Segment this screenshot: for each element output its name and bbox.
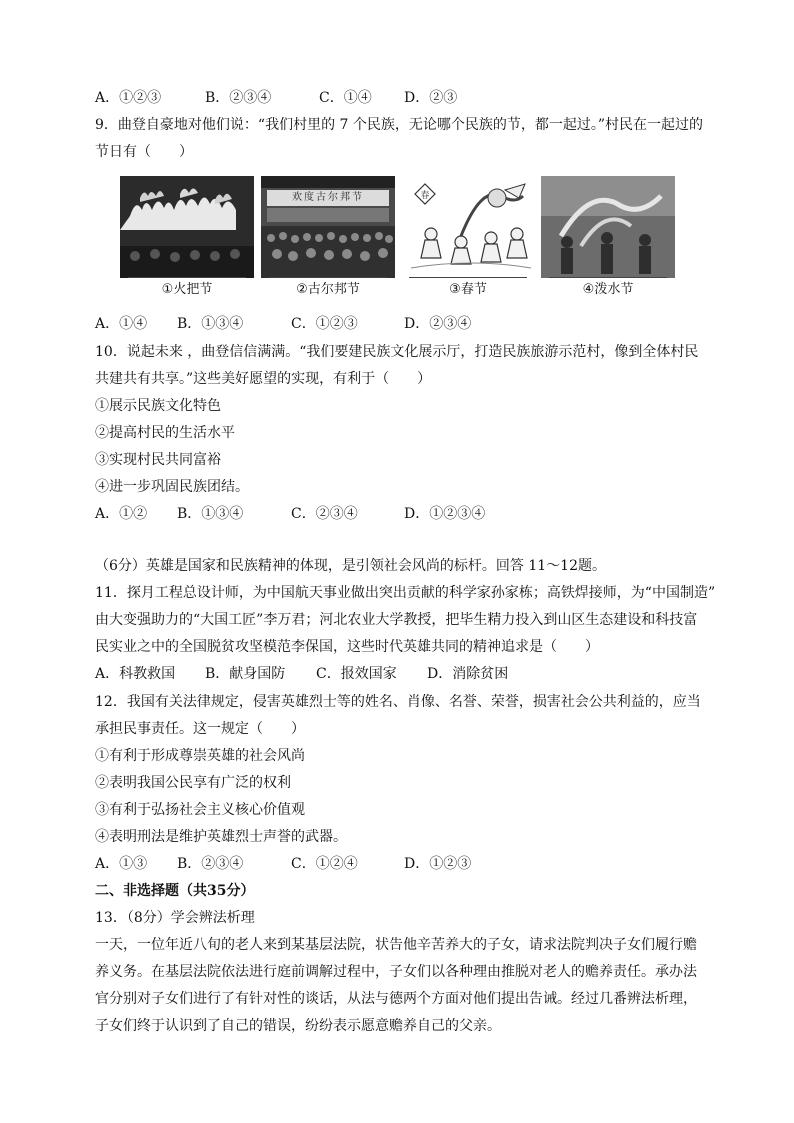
q9-stem-line1: 9．曲登自豪地对他们说：“我们村里的 7 个民族，无论哪个民族的节，都一起过。”村民在一起过的 (95, 117, 704, 133)
q8-option-b: B．②③④ (205, 90, 272, 106)
q9-option-d: D．②③④ (404, 316, 472, 332)
q9-option-a: A．①④ (95, 316, 148, 332)
q9-figures (120, 176, 675, 302)
q9-stem-line2: 节日有（ ） (95, 144, 193, 160)
q9-figure-3 (401, 176, 535, 302)
q12-option-b: B．②③④ (177, 856, 244, 872)
q11-stem-line3: 民实业之中的全国脱贫攻坚模范李保国，这些时代英雄共同的精神追求是（ ） (95, 639, 599, 655)
q11-stem-line1: 11．探月工程总设计师，为中国航天事业做出突出贡献的科学家孙家栋；高铁焊接师，为“中国制造” (95, 585, 716, 601)
q12-option-c: C．①②④ (291, 856, 358, 872)
q13-paragraph-line3: 官分别对子女们进行了有针对性的谈话，从法与德两个方面对他们提出告诫。经过几番辨法析理， (95, 991, 697, 1007)
q12-item-1: ①有利于形成尊崇英雄的社会风尚 (95, 748, 305, 764)
q11-option-c: C．报效国家 (316, 666, 397, 682)
q10-stem-line1: 10．说起未来 ，曲登信信满满。“我们要建民族文化展示厅，打造民族旅游示范村，像到全体村民 (95, 344, 699, 360)
water-splashing-festival-photo (541, 176, 675, 278)
q11-options (95, 664, 508, 684)
q11-option-a: A．科教救国 (95, 666, 176, 682)
q10-item-3: ③实现村民共同富裕 (95, 452, 221, 468)
q11-12-intro: （6分）英雄是国家和民族精神的体现，是引领社会风尚的标杆。回答 11～12题。 (95, 558, 606, 574)
q9-figure-2 (261, 176, 395, 302)
torch-festival-photo (120, 176, 254, 278)
q12-options (95, 854, 471, 874)
q9-figure-3-divider (409, 277, 527, 278)
q12-option-a: A．①③ (95, 856, 148, 872)
q12-item-3: ③有利于弘扬社会主义核心价值观 (95, 802, 305, 818)
q12-stem-line1: 12．我国有关法律规定，侵害英雄烈士等的姓名、肖像、名誉、荣誉，损害社会公共利益的，应当 (95, 694, 701, 710)
q10-option-a: A．①② (95, 506, 148, 522)
q12-item-2: ②表明我国公民享有广泛的权利 (95, 775, 291, 791)
q9-figure-4 (541, 176, 675, 302)
q9-option-c: C．①②③ (291, 316, 358, 332)
q9-figure-1 (120, 176, 254, 302)
q9-figure-2-divider (269, 277, 387, 278)
spring-festival-drawing (401, 176, 535, 278)
q8-option-d: D．②③ (404, 90, 458, 106)
q9-figure-1-divider (128, 277, 246, 278)
corban-festival-photo (261, 176, 395, 278)
q8-option-c: C．①④ (319, 90, 372, 106)
q8-option-a: A．①②③ (95, 90, 162, 106)
q13-paragraph-line4: 子女们终于认识到了自己的错误，纷纷表示愿意赡养自己的父亲。 (95, 1018, 501, 1034)
q9-figure-2-caption: ②古尔邦节 (296, 282, 360, 297)
q10-option-b: B．①③④ (177, 506, 244, 522)
q11-stem-line2: 由大变强助力的“大国工匠”李万君；河北农业大学教授，把毕生精力投入到山区生态建设和科技富 (95, 612, 698, 628)
svg-text:春: 春 (420, 191, 430, 201)
q12-stem-line2: 承担民事责任。这一规定（ ） (95, 721, 305, 737)
q10-item-4: ④进一步巩固民族团结。 (95, 479, 249, 495)
q10-item-2: ②提高村民的生活水平 (95, 425, 235, 441)
q10-option-d: D．①②③④ (404, 506, 486, 522)
q11-option-d: D．消除贫困 (427, 666, 509, 682)
q10-item-1: ①展示民族文化特色 (95, 398, 221, 414)
q11-option-b: B．献身国防 (205, 666, 286, 682)
section-2-heading: 二、非选择题（共35分） (95, 883, 255, 899)
corban-festival-banner: 欢度古尔邦节 (292, 192, 364, 203)
q10-stem-line2: 共建共有共享。”这些美好愿望的实现，有利于（ ） (95, 371, 432, 387)
q13-paragraph-line2: 养义务。在基层法院依法进行庭前调解过程中，子女们以各种理由推脱对老人的赡养责任。承办法 (95, 964, 697, 980)
q13-title: 13．（8分）学会辨法析理 (95, 910, 255, 926)
q12-option-d: D．①②③ (404, 856, 472, 872)
q9-figure-1-caption: ①火把节 (161, 282, 213, 297)
q10-options (95, 504, 485, 524)
q9-option-b: B．①③④ (177, 316, 244, 332)
q10-option-c: C．②③④ (291, 506, 358, 522)
q9-figure-4-caption: ④泼水节 (582, 282, 634, 297)
q9-options (95, 314, 471, 334)
q12-item-4: ④表明刑法是维护英雄烈士声誉的武器。 (95, 829, 347, 845)
q8-options (95, 88, 457, 108)
q13-paragraph-line1: 一天，一位年近八旬的老人来到某基层法院，状告他辛苦养大的子女，请求法院判决子女们履行赡 (95, 937, 697, 953)
q9-figure-3-caption: ③春节 (449, 282, 487, 297)
q9-figure-4-divider (549, 277, 667, 278)
